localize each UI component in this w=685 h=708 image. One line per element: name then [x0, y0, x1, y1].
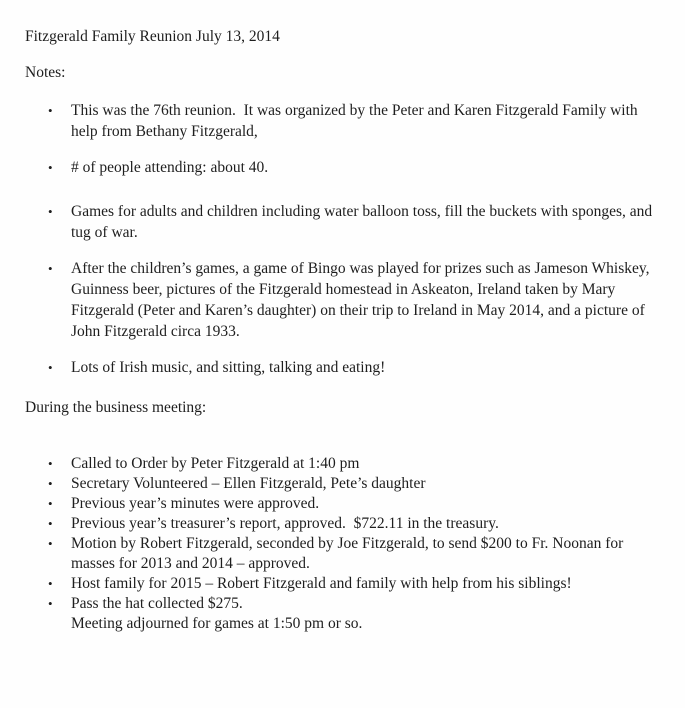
- list-item-text: Motion by Robert Fitzgerald, seconded by Joe Fitzgerald, to send $200 to Fr. Noonan for masses for 2013 and 2014 – approved.: [71, 535, 628, 572]
- list-item-text: Previous year’s treasurer’s report, approved. $722.11 in the treasury.: [71, 515, 499, 532]
- list-item-line: Pass the hat collected $275.: [71, 595, 243, 612]
- bullet-icon: •: [48, 496, 53, 511]
- notes-list: [25, 100, 659, 378]
- bullet-icon: •: [48, 596, 53, 611]
- bullet-icon: •: [48, 456, 53, 471]
- list-item-text: Games for adults and children including water balloon toss, fill the buckets with sponges, and tug of war.: [71, 203, 657, 241]
- bullet-icon: •: [48, 516, 53, 531]
- bullet-icon: •: [48, 160, 53, 175]
- list-item-text: Previous year’s minutes were approved.: [71, 495, 320, 512]
- list-item-text: After the children’s games, a game of Bingo was played for prizes such as Jameson Whiskey, Guinness beer, pictures of the Fitzgerald homestead in Askeaton, Ireland taken by Mary Fitzgerald (Peter and Karen’s daughter) on their trip to Ireland in May 2014, and a picture of John Fitzgerald circa 1933.: [71, 260, 654, 340]
- bullet-icon: •: [48, 360, 53, 375]
- list-item-text: # of people attending: about 40.: [71, 159, 269, 176]
- list-item: [48, 258, 659, 342]
- business-meeting-list: [25, 454, 659, 634]
- list-item: [48, 594, 659, 634]
- bullet-icon: •: [48, 204, 53, 219]
- bullet-icon: •: [48, 261, 53, 276]
- list-item: [48, 574, 659, 594]
- document-title: Fitzgerald Family Reunion July 13, 2014: [25, 28, 280, 45]
- list-item: [48, 514, 659, 534]
- bullet-icon: •: [48, 536, 53, 551]
- list-item: [48, 494, 659, 514]
- list-item-text: This was the 76th reunion. It was organized by the Peter and Karen Fitzgerald Family with help from Bethany Fitzgerald,: [71, 102, 642, 140]
- list-item: [48, 534, 659, 574]
- business-meeting-heading: During the business meeting:: [25, 399, 207, 416]
- list-item-text: Lots of Irish music, and sitting, talking and eating!: [71, 359, 386, 376]
- list-item: [48, 454, 659, 474]
- list-item: [48, 157, 659, 178]
- bullet-icon: •: [48, 476, 53, 491]
- notes-heading: Notes:: [25, 64, 66, 81]
- list-item: [48, 201, 659, 243]
- list-item-text: Host family for 2015 – Robert Fitzgerald and family with help from his siblings!: [71, 575, 572, 592]
- list-item-text: [71, 594, 659, 634]
- list-item-text: Called to Order by Peter Fitzgerald at 1:40 pm: [71, 455, 360, 472]
- list-item: [48, 100, 659, 142]
- closing-line: Meeting adjourned for games at 1:50 pm or so.: [71, 615, 363, 632]
- list-item: [48, 474, 659, 494]
- bullet-icon: •: [48, 576, 53, 591]
- list-item: [48, 357, 659, 378]
- bullet-icon: •: [48, 103, 53, 118]
- list-item-text: Secretary Volunteered – Ellen Fitzgerald, Pete’s daughter: [71, 475, 426, 492]
